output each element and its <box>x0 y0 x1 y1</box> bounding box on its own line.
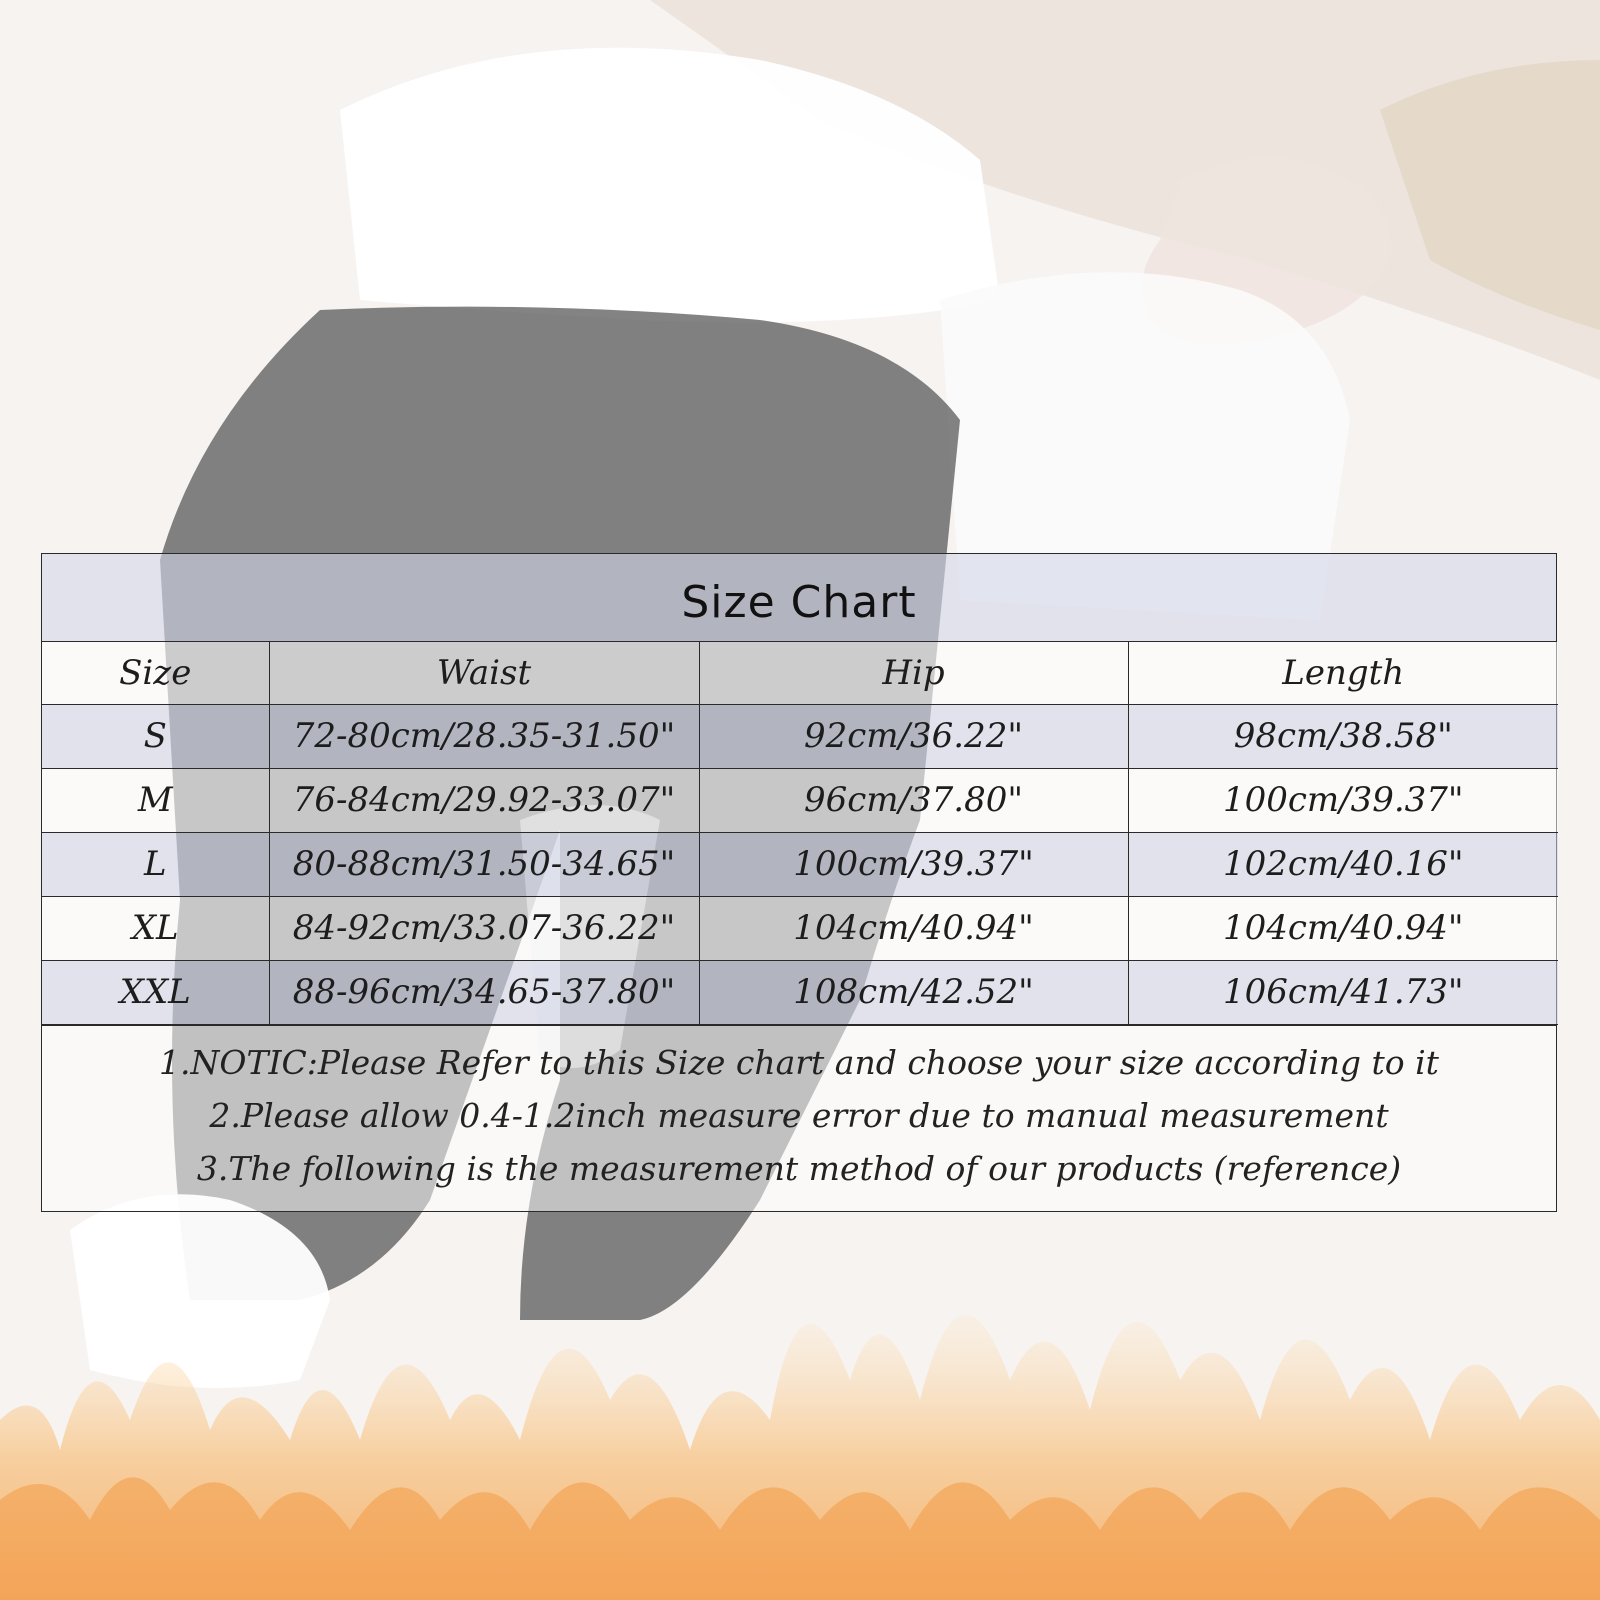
note-2: 2.Please allow 0.4-1.2inch measure error due to manual measurement <box>209 1095 1389 1135</box>
waist-cell: 80-88cm/31.50-34.65" <box>269 832 699 896</box>
waist-cell: 84-92cm/33.07-36.22" <box>269 896 699 960</box>
table-row <box>42 960 1558 1024</box>
length-cell: 98cm/38.58" <box>1128 704 1558 768</box>
table-row <box>42 832 1558 896</box>
note-1: 1.NOTIC:Please Refer to this Size chart and choose your size according to it <box>159 1042 1439 1082</box>
size-cell: XXL <box>42 960 269 1024</box>
hip-cell: 96cm/37.80" <box>699 768 1128 832</box>
hip-cell: 104cm/40.94" <box>699 896 1128 960</box>
size-cell: M <box>42 768 269 832</box>
waist-cell: 76-84cm/29.92-33.07" <box>269 768 699 832</box>
length-cell: 100cm/39.37" <box>1128 768 1558 832</box>
header-length: Length <box>1128 642 1558 704</box>
hip-cell: 92cm/36.22" <box>699 704 1128 768</box>
size-table <box>42 642 1558 1025</box>
header-hip: Hip <box>699 642 1128 704</box>
header-waist: Waist <box>269 642 699 704</box>
header-row <box>42 642 1558 704</box>
chart-title: Size Chart <box>681 577 917 628</box>
size-cell: L <box>42 832 269 896</box>
hip-cell: 100cm/39.37" <box>699 832 1128 896</box>
length-cell: 102cm/40.16" <box>1128 832 1558 896</box>
waist-cell: 88-96cm/34.65-37.80" <box>269 960 699 1024</box>
size-cell: XL <box>42 896 269 960</box>
size-chart-table <box>41 553 1557 1212</box>
waist-cell: 72-80cm/28.35-31.50" <box>269 704 699 768</box>
header-size: Size <box>42 642 269 704</box>
length-cell: 106cm/41.73" <box>1128 960 1558 1024</box>
notes-section <box>42 1025 1556 1211</box>
table-row <box>42 768 1558 832</box>
table-row <box>42 896 1558 960</box>
chart-title-row <box>42 554 1556 642</box>
hip-cell: 108cm/42.52" <box>699 960 1128 1024</box>
length-cell: 104cm/40.94" <box>1128 896 1558 960</box>
note-3: 3.The following is the measurement method of our products (reference) <box>196 1148 1402 1188</box>
table-row <box>42 704 1558 768</box>
size-cell: S <box>42 704 269 768</box>
